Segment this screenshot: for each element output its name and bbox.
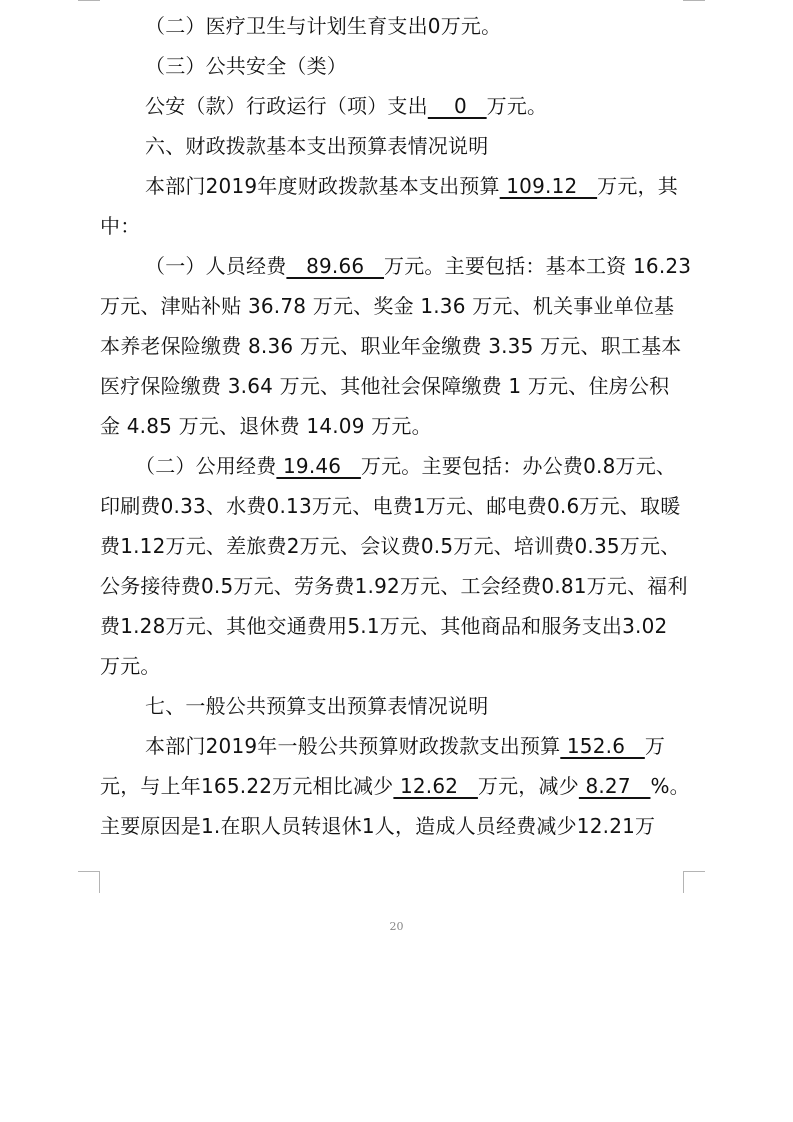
text-line [145, 246, 730, 286]
underlined-value: 0 [427, 94, 487, 118]
text-line [145, 166, 730, 206]
text-line [145, 6, 730, 46]
line-text: 费1.12万元、差旅费2万元、会议费0.5万元、培训费0.35万元、 [100, 534, 681, 558]
text-line [100, 806, 685, 846]
line-text: 公务接待费0.5万元、劳务费1.92万元、工会经费0.81万元、福利 [100, 574, 688, 598]
underlined-value: 152.6 [560, 734, 645, 758]
line-text: 万元，其 [597, 174, 678, 198]
text-line [100, 646, 685, 686]
section-heading [145, 686, 730, 726]
line-text: 万元。 [486, 94, 548, 118]
crop-mark-bottom-left-v [99, 871, 100, 893]
line-text: 公安（款）行政运行（项）支出 [145, 94, 428, 118]
section-heading [145, 126, 730, 166]
crop-mark-top-left [78, 0, 100, 1]
text-line [100, 326, 685, 366]
line-text: %。 [650, 774, 690, 798]
text-line [100, 406, 685, 446]
line-text: 本部门2019年一般公共预算财政拨款支出预算 [145, 734, 561, 758]
text-line [100, 526, 685, 566]
line-text: 本养老保险缴费 8.36 万元、职业年金缴费 3.35 万元、职工基本 [100, 334, 682, 358]
underlined-value: 89.66 [286, 254, 385, 278]
crop-mark-top-right [683, 0, 705, 1]
crop-mark-bottom-right-h [683, 871, 705, 872]
crop-mark-bottom-right-v [683, 871, 684, 893]
text-line [100, 206, 685, 246]
line-text: 万元，减少 [477, 774, 579, 798]
underlined-value: 8.27 [578, 774, 651, 798]
text-line [100, 566, 688, 606]
underlined-value: 19.46 [276, 454, 361, 478]
line-text: 万元。主要包括：办公费0.8万元、 [360, 454, 677, 478]
line-text: （二）医疗卫生与计划生育支出0万元。 [145, 14, 502, 38]
heading-text: 六、财政拨款基本支出预算表情况说明 [145, 134, 489, 158]
line-text: 主要原因是1.在职人员转退休1人，造成人员经费减少12.21万 [100, 814, 656, 838]
text-line [100, 486, 685, 526]
line-text: （三）公共安全（类） [145, 54, 347, 78]
text-line [100, 766, 690, 806]
line-text: 万元、津贴补贴 36.78 万元、奖金 1.36 万元、机关事业单位基 [100, 294, 675, 318]
line-text: 万元。 [100, 654, 161, 678]
underlined-value: 12.62 [393, 774, 478, 798]
text-line [145, 86, 730, 126]
text-line [145, 726, 730, 766]
line-text: 医疗保险缴费 3.64 万元、其他社会保障缴费 1 万元、住房公积 [100, 374, 670, 398]
page-number: 20 [389, 920, 404, 933]
line-text: 费1.28万元、其他交通费用5.1万元、其他商品和服务支出3.02 [100, 614, 668, 638]
line-text: 金 4.85 万元、退休费 14.09 万元。 [100, 414, 432, 438]
line-text: 元，与上年165.22万元相比减少 [100, 774, 394, 798]
line-text: 印刷费0.33、水费0.13万元、电费1万元、邮电费0.6万元、取暖 [100, 494, 681, 518]
line-text: 万 [644, 734, 666, 758]
line-text: （二）公用经费 [135, 454, 277, 478]
text-line [135, 446, 720, 486]
line-text: （一）人员经费 [145, 254, 287, 278]
text-line [100, 606, 685, 646]
text-line [145, 46, 730, 86]
line-text: 中： [100, 214, 141, 238]
text-line [100, 366, 685, 406]
underlined-value: 109.12 [499, 174, 598, 198]
line-text: 本部门2019年度财政拨款基本支出预算 [145, 174, 500, 198]
heading-text: 七、一般公共预算支出预算表情况说明 [145, 694, 489, 718]
crop-mark-bottom-left-h [78, 871, 100, 872]
line-text: 万元。主要包括：基本工资 16.23 [384, 254, 692, 278]
text-line [100, 286, 685, 326]
